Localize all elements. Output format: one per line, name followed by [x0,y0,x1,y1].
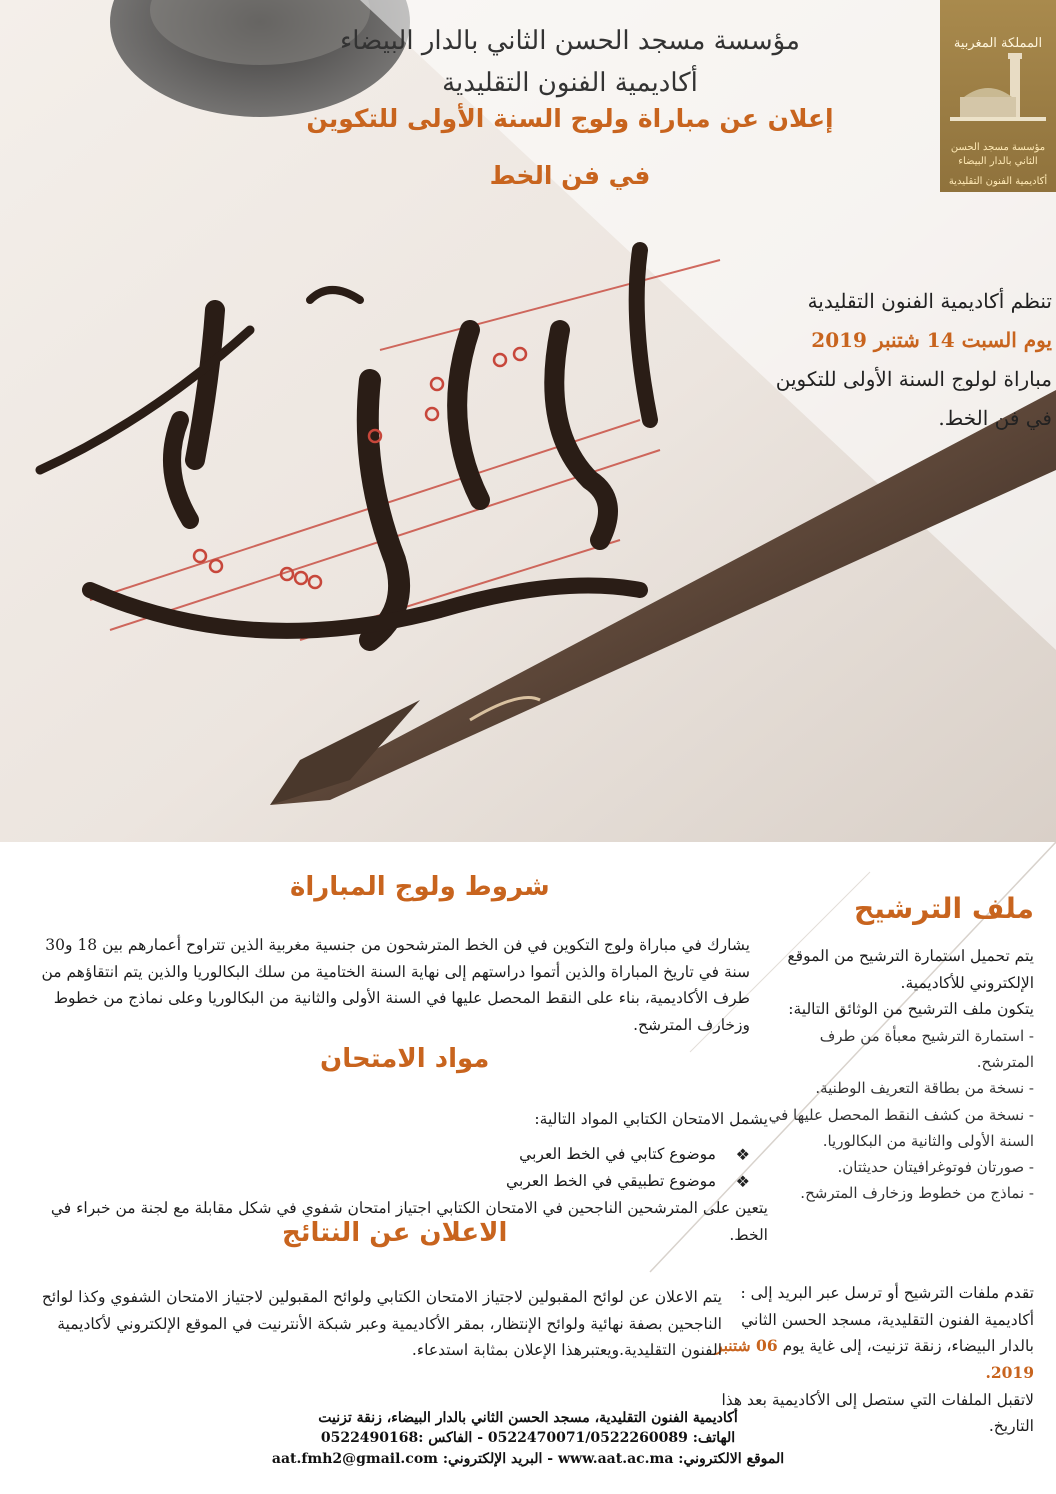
conditions-title: شروط ولوج المباراة [290,872,550,902]
intro-line-1: تنظم أكاديمية الفنون التقليدية [807,289,1052,313]
list-item: - نسخة من بطاقة التعريف الوطنية. [815,1079,1034,1098]
logo-bottom-text-2: أكاديمية الفنون التقليدية [948,176,1048,187]
list-item: - نماذج من خطوط وزخارف المترشح. [800,1184,1034,1203]
list-item: - استمارة الترشيح معبأة من طرف المترشح. [819,1026,1034,1072]
announcement-subtitle: في فن الخط [489,161,651,190]
list-item: ❖ موضوع كتابي في الخط العربي [22,1141,768,1168]
application-file-section [764,892,1034,1207]
results-text: يتم الاعلان عن لوائح المقبولين لاجتياز الامتحان الكتابي ولوائح المقبولين لاجتياز الامتحان الشفوي وكذا لوائح الناجحين بصفة نهائية ولوائح الإنتظار، بمقر الأكاديمية وعبر شبكة الأنترنيت في الموقع الإلكتروني لأكاديمية الفنون التقليدية.ويعتبرهذا الإعلان بمثابة استدعاء. [41,1288,722,1360]
intro-block [590,282,1056,438]
submission-line-4: لاتقبل الملفات التي ستصل إلى الأكاديمية بعد هذا التاريخ. [721,1390,1034,1436]
intro-line-4: في فن الخط. [938,406,1052,430]
application-file-documents-intro: يتكون ملف الترشيح من الوثائق التالية: [788,1000,1034,1019]
required-documents-list [764,1023,1034,1207]
list-item: - صورتان فوتوغرافيتان حديثتان. [837,1158,1034,1177]
exam-subjects-list [22,1141,768,1195]
submission-address: بالدار البيضاء، زنقة تزنيت، إلى غاية يوم [782,1337,1034,1356]
academy-name: أكاديمية الفنون التقليدية [442,68,698,98]
submission-line-1: تقدم ملفات الترشيح أو ترسل عبر البريد إلى : [740,1284,1034,1302]
footer-phone: الهاتف: 0522470071/0522260089 - الفاكس :0522490168 [320,1430,736,1447]
academy-logo [940,0,1056,192]
mosque-icon [940,51,1056,131]
list-item: - نسخة من كشف النقط المحصل عليها في السنة الأولى والثانية من البكالوريا. [768,1105,1034,1150]
logo-bottom-text: مؤسسة مسجد الحسن الثاني بالدار البيضاء [950,142,1046,167]
exam-subjects-title: مواد الامتحان [320,1044,490,1074]
organization-name: مؤسسة مسجد الحسن الثاني بالدار البيضاء [340,26,800,56]
intro-line-3: مباراة لولوج السنة الأولى للتكوين [775,367,1052,391]
announcement-title: إعلان عن مباراة ولوج السنة الأولى للتكوين [306,104,834,133]
submission-line-3 [704,1333,1034,1386]
details-section [0,842,1056,1494]
submission-line-2: أكاديمية الفنون التقليدية، مسجد الحسن الثاني [741,1310,1034,1329]
footer-address: أكاديمية الفنون التقليدية، مسجد الحسن الثاني بالدار البيضاء، زنقة تزنيت [318,1410,738,1426]
contact-footer [0,1408,1056,1469]
results-title: الاعلان عن النتائج [282,1218,508,1248]
exam-intro: يشمل الامتحان الكتابي المواد التالية: [534,1110,768,1128]
application-file-title: ملف الترشيح [854,892,1034,925]
application-file-download: يتم تحميل استمارة الترشيح من الموقع الإلكتروني للأكاديمية. [787,947,1034,992]
conditions-text: يشارك في مباراة ولوج التكوين في فن الخط المترشحون من جنسية مغربية الذين تتراوح أعمارهم بين 18 و30 سنة في تاريخ المباراة والذين أتموا دراستهم إلى نهاية السنة الختامية من سلك البكالوريا والذين يتم انتقاؤهم من طرف الأكاديمية، بناء على النقط المحصل عليها في السنة الأولى والثانية من البكالوريا وعلى نماذج من خطوط وزخارف المترشح. [41,936,750,1034]
oral-exam-text: يتعين على المترشحين الناجحين في الامتحان الكتابي اجتياز امتحان شفوي في شكل مقابلة مع لجنة من خبراء في الخط. [50,1198,768,1244]
logo-top-text: المملكة المغربية [953,36,1043,51]
header-block [300,20,840,190]
list-item: ❖ موضوع تطبيقي في الخط العربي [22,1168,768,1195]
exam-date: يوم السبت 14 شتنبر 2019 [811,328,1052,352]
submission-deadline: 06 شتنبر 2019. [715,1336,1034,1382]
footer-web: الموقع الالكتروني: www.aat.ac.ma - البريد الإلكتروني: aat.fmh2@gmail.com [271,1450,785,1467]
